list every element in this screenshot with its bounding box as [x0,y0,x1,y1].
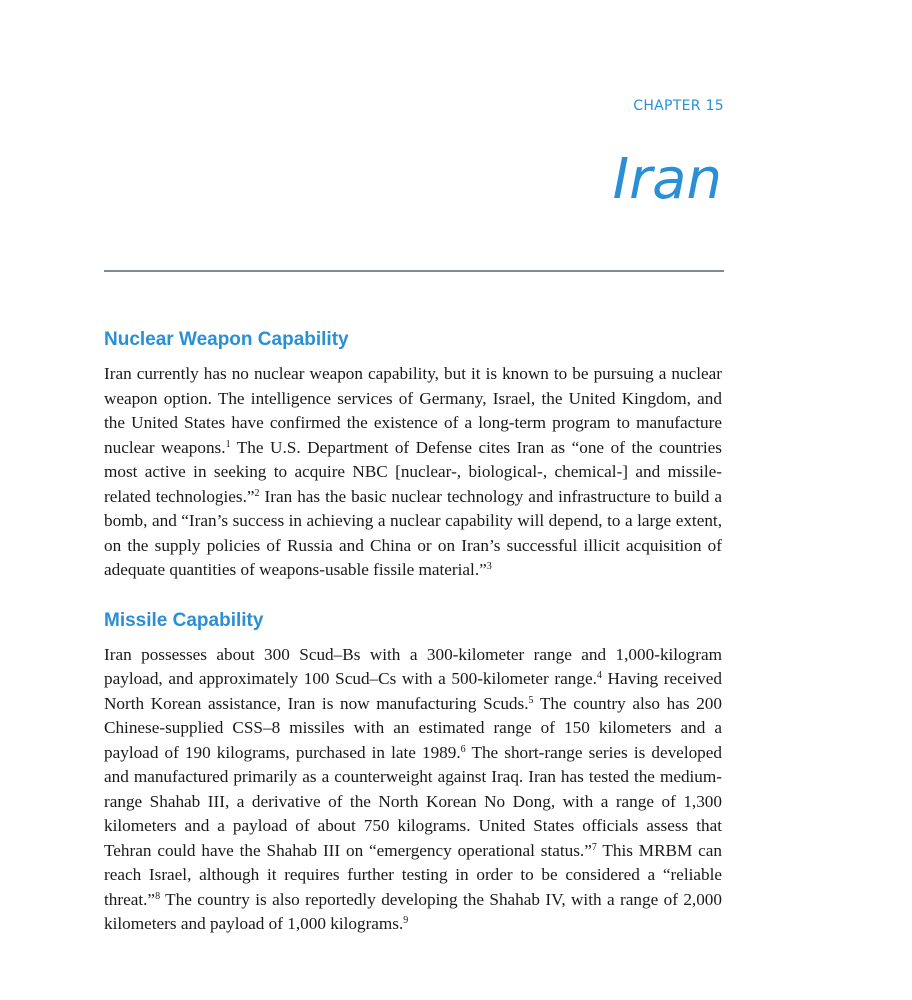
footnote-marker[interactable]: 5 [528,694,534,706]
section-paragraph [104,362,722,583]
chapter-label: CHAPTER 15 [633,98,724,114]
section-heading: Nuclear Weapon Capability [104,329,349,350]
paragraph-text: Iran possesses about 300 Scud–Bs with a 300-kilometer range and 1,000-kilogram payload, and approximately 100 Scud–Cs with a 500-kilometer range. [104,644,722,688]
section-nuclear-weapon-capability [104,326,722,583]
footnote-marker[interactable]: 3 [486,561,492,572]
chapter-title: Iran [612,147,722,212]
section-spacer [104,583,722,607]
paragraph-text: This MRBM can reach Israel, although it requires further testing in order to be considered a “reliable threat.” [104,840,722,909]
footnote-marker[interactable]: 6 [460,743,466,755]
paragraph-text: The U.S. Department of Defense cites Iran as “one of the countries most active in seeking to acquire NBC [nuclear-, biological-, chemical-] and missile-related technologies.” [104,437,722,506]
paragraph-text: Iran has the basic nuclear technology and infrastructure to build a bomb, and “Iran’s success in achieving a nuclear capability will depend, to a large extent, on the supply policies of Russia and China or on Iran’s successful illicit acquisition of adequate quantities of weapons-usable fissile material.” [104,486,722,579]
chapter-content [104,326,722,937]
paragraph-text: The short-range series is developed and manufactured primarily as a counterweight against Iraq. Iran has tested the medium-range Shahab III, a derivative of the North Korean No Dong, with a range of 1,300 kilometers and a payload of about 750 kilograms. United States officials assess that Tehran could have the Shahab III on “emergency operational status.” [104,742,722,860]
paragraph-text: Having received North Korean assistance, Iran is now manufacturing Scuds. [104,669,722,713]
footnote-marker[interactable]: 9 [403,915,409,926]
footnote-marker[interactable]: 1 [225,438,231,450]
paragraph-text: The country also has 200 Chinese-supplied CSS–8 missiles with an estimated range of 150 kilometers and a payload of 190 kilograms, purchased in late 1989. [104,693,722,762]
footnote-marker[interactable]: 7 [591,841,597,853]
section-paragraph [104,643,722,937]
footnote-marker[interactable]: 8 [155,890,161,902]
paragraph-text: Iran currently has no nuclear weapon capability, but it is known to be pursuing a nuclear weapon option. The intelligence services of Germany, Israel, the United Kingdom, and the United States have confirmed the existence of a long-term program to manufacture nuclear weapons. [104,364,722,457]
footnote-marker[interactable]: 2 [254,487,260,499]
paragraph-text: The country is also reportedly developing the Shahab IV, with a range of 2,000 kilometers and payload of 1,000 kilograms. [104,889,722,933]
footnote-marker[interactable]: 4 [596,670,602,681]
section-heading: Missile Capability [104,609,264,631]
section-missile-capability [104,607,722,937]
title-divider [104,270,724,272]
